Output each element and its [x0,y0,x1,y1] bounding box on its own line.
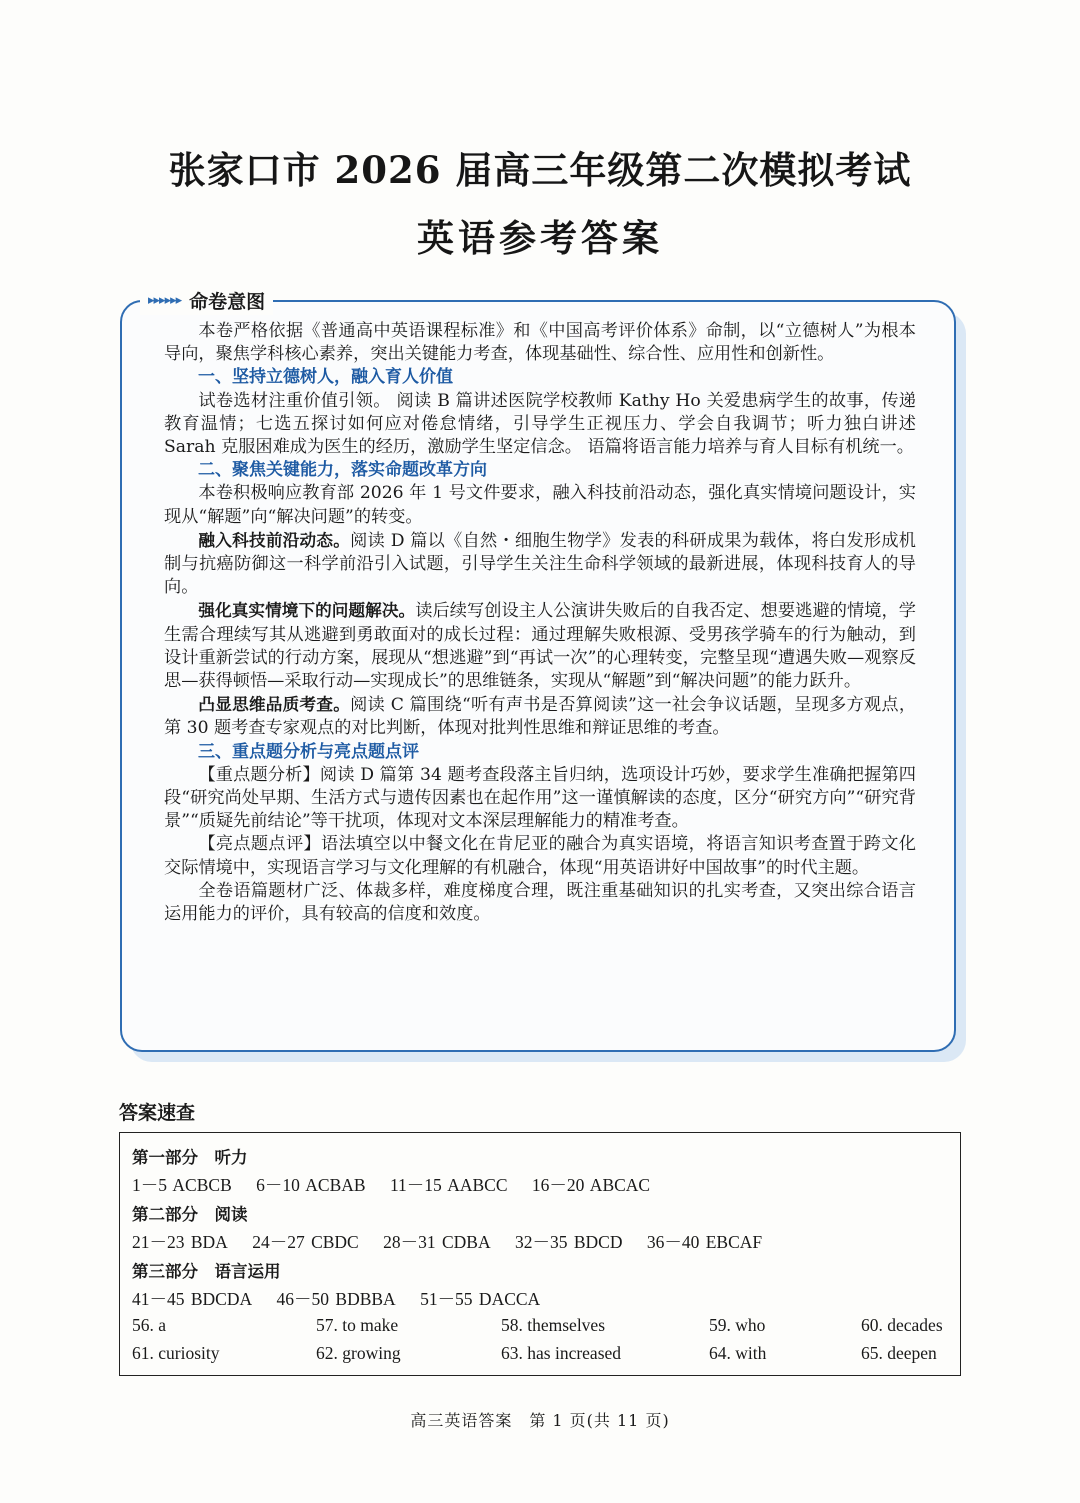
answer-group: 24－27 CBDC [252,1232,359,1252]
answer-row [132,1172,668,1197]
intent-paragraph: 【亮点题点评】语法填空以中餐文化在肯尼亚的融合为真实语境，将语言知识考查置于跨文化交际情境中，实现语言学习与文化理解的有机融合，体现“用英语讲好中国故事”的时代主题。 [164,834,916,878]
answer-group: 28－31 CDBA [383,1232,491,1252]
answer-cell: 65. deepen [861,1343,937,1363]
paragraph-text: 读后续写创设主人公演讲失败后的自我否定、想要逃避的情境，学生需合理续写其从逃避到勇敢面对的成长过程：通过理解失败根源、受男孩学骑车的行为触动，到设计重新尝试的行动方案，展现从“想逃避”到“再试一次”的心理转变，完整呈现“遭遇失败—观察反思—获得顿悟—采取行动—实现成长”的思维链条，实现从“解题”到“解决问题”的能力跃升。 [164,601,917,692]
part-title-language-use: 第三部分 语言运用 [132,1262,281,1281]
bold-lead: 融入科技前沿动态。 [198,530,351,550]
intent-header [140,285,273,315]
page-footer: 高三英语答案 第 1 页(共 11 页) [410,1411,670,1430]
intent-paragraph [164,693,916,740]
paragraph-text: 阅读 C 篇围绕“听有声书是否算阅读”这一社会争议话题，呈现多方观点，第 30 题考查专家观点的对比判断，体现对批判性思维和辩证思维的考查。 [164,695,917,739]
answer-group: 1－5 ACBCB [132,1175,232,1195]
answer-cell: 58. themselves [501,1315,606,1335]
answer-cell: 64. with [709,1343,767,1363]
answer-row [132,1286,558,1311]
paragraph-text: 阅读 D 篇以《自然・细胞生物学》发表的科研成果为载体，将白发形成机制与抗癌防御这一科学前沿引入试题，引导学生关注生命科学领域的最新进展，体现科技育人的导向。 [164,530,916,598]
intent-paragraph [164,529,916,600]
answer-group: 16－20 ABCAC [531,1175,651,1195]
part-title-listening: 第一部分 听力 [132,1148,248,1167]
answer-cell: 59. who [709,1315,766,1335]
answers-label: 答案速查 [119,1102,196,1124]
page-subtitle: 英语参考答案 [417,216,663,260]
answer-cell: 62. growing [316,1343,401,1363]
intent-paragraph: 【重点题分析】阅读 D 篇第 34 题考查段落主旨归纳，选项设计巧妙，要求学生准确把握第四段“研究尚处早期、生活方式与遗传因素也在起作用”这一谨慎解读的态度，区分“研究方向”“研究背景”“质疑先前结论”等干扰项，体现对文本深层理解能力的精准考查。 [164,764,916,832]
bold-lead: 强化真实情境下的问题解决。 [198,601,416,621]
page-title: 张家口市 2026 届高三年级第二次模拟考试 [168,148,912,192]
answer-cell: 57. to make [316,1315,399,1335]
answer-cell: 60. decades [861,1315,943,1335]
answer-cell: 61. curiosity [132,1343,220,1363]
intent-paragraph: 本卷严格依据《普通高中英语课程标准》和《中国高考评价体系》命制，以“立德树人”为根本导向，聚焦学科核心素养，突出关键能力考查，体现基础性、综合性、应用性和创新性。 [164,321,916,365]
answer-group: 51－55 DACCA [420,1289,541,1309]
answer-cell: 56. a [132,1315,167,1335]
intent-paragraph [164,599,916,693]
intent-paragraph: 试卷选材注重价值引领。 阅读 B 篇讲述医院学校教师 Kathy Ho 关爱患病学生的故事，传递教育温情；七选五探讨如何应对倦怠情绪，引导学生正视压力、学会自我调节；听力独白讲述 Sarah 克服困难成为医生的经历，激励学生坚定信念。 语篇将语言能力培养与育人目标有机统一。 [164,390,916,458]
arrows-icon: ▸▸▸▸▸▸ [148,292,182,308]
intent-content [164,320,916,926]
intent-paragraph: 全卷语篇题材广泛、体裁多样，难度梯度合理，既注重基础知识的扎实考查，又突出综合语言运用能力的评价，具有较高的信度和效度。 [164,880,916,925]
answer-group: 46－50 BDBBA [276,1289,396,1309]
section-heading: 二、聚焦关键能力，落实命题改革方向 [198,460,487,481]
answer-group: 6－10 ACBAB [256,1175,366,1195]
intent-title: 命卷意图 [189,290,266,313]
answer-group: 21－23 BDA [132,1232,228,1252]
answer-cell: 63. has increased [501,1343,622,1363]
section-heading: 一、坚持立德树人，融入育人价值 [198,367,453,388]
section-heading: 三、重点题分析与亮点题点评 [198,741,419,762]
bold-lead: 凸显思维品质考查。 [198,695,351,715]
intent-paragraph: 本卷积极响应教育部 2026 年 1 号文件要求，融入科技前沿动态，强化真实情境问题设计，实现从“解题”向“解决问题”的转变。 [164,483,916,527]
answer-group: 36－40 EBCAF [646,1232,763,1252]
answer-group: 32－35 BDCD [514,1232,623,1252]
answer-group: 11－15 AABCC [389,1175,508,1195]
answer-group: 41－45 BDCDA [132,1289,253,1309]
answer-row [132,1229,780,1254]
part-title-reading: 第二部分 阅读 [132,1205,248,1224]
answers-box [119,1132,961,1376]
